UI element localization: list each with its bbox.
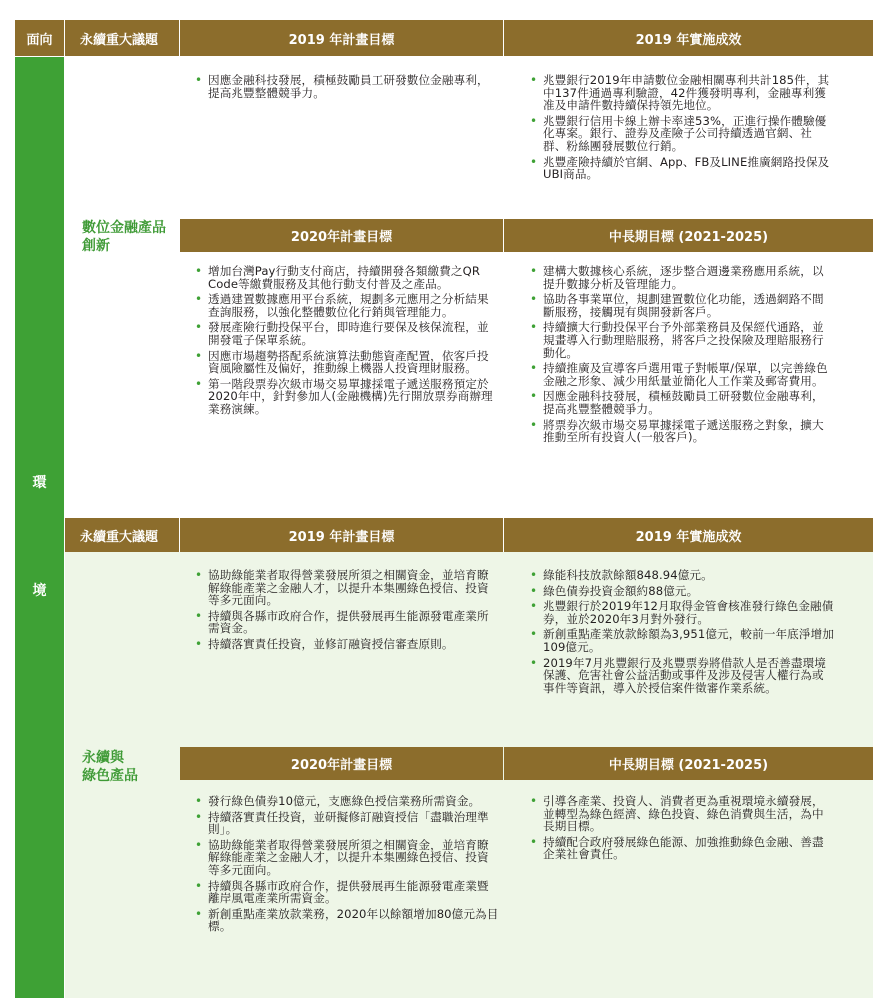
list-item-text: 協助各事業單位，規劃建置數位化功能，透過網路不間斷服務，接觸現有與開發新客戶。 — [543, 292, 824, 319]
bullet-dot-icon: • — [195, 348, 203, 363]
topic-green-line2: 綠色產品 — [82, 768, 138, 784]
bullet-dot-icon: • — [530, 655, 538, 670]
list-item — [195, 638, 500, 651]
bullet-dot-icon: • — [195, 568, 203, 582]
bullet-dot-icon: • — [530, 417, 538, 432]
digital-subheader-plan-2020: 2020年計畫目標 — [180, 219, 503, 252]
topic-digital-line2: 創新 — [82, 238, 110, 254]
green-header-issue: 永續重大議題 — [65, 518, 179, 552]
list-item — [195, 378, 500, 416]
list-item — [530, 115, 835, 153]
list-item-text: 持續落實責任投資，並研擬修訂融資授信「盡職治理準則」。 — [208, 809, 489, 837]
header-dimension: 面向 — [15, 20, 64, 56]
list-item — [530, 419, 835, 444]
list-item-text: 持續推廣及宣導客戶選用電子對帳單/保單，以完善綠色金融之形象、減少用紙量並簡化人工作業及郵寄費用。 — [543, 361, 828, 388]
list-item — [195, 880, 500, 905]
digital-subheader-mid-term: 中長期目標 (2021-2025) — [504, 219, 873, 252]
bullet-dot-icon: • — [530, 264, 538, 278]
bullet-dot-icon: • — [530, 568, 538, 582]
bullet-dot-icon: • — [195, 636, 203, 651]
side-dimension-bar — [15, 57, 64, 998]
list-item-text: 持續與各縣市政府合作，提供發展再生能源發電產業所需資金。 — [208, 608, 489, 636]
list-item — [530, 628, 835, 653]
green-subheader-plan-2020: 2020年計畫目標 — [180, 747, 503, 780]
list-item-text: 兆豐銀行2019年申請數位金融相關專利共計185件，其中137件通過專利驗證，42件獲發明專利，金融專利獲准及申請件數持續保持領先地位。 — [543, 73, 830, 113]
bullet-dot-icon: • — [195, 878, 203, 893]
header-result-2019: 2019 年實施成效 — [504, 20, 873, 56]
green-plan-2020-list — [195, 795, 500, 936]
list-item-text: 兆豐銀行於2019年12月取得金管會核准發行綠色金融債券，並於2020年3月對外發行。 — [543, 599, 834, 626]
list-item-text: 兆豐產險持續於官網、App、FB及LINE推廣網路投保及UBI商品。 — [543, 154, 830, 182]
bullet-dot-icon: • — [530, 627, 538, 642]
bullet-dot-icon: • — [195, 608, 203, 623]
list-item — [530, 585, 835, 598]
list-item-text: 兆豐銀行信用卡線上辦卡率達53%，正進行操作體驗優化專案。銀行、證券及產險子公司持續透過官網、社群、粉絲團發展數位行銷。 — [543, 113, 827, 153]
topic-green-line1: 永續與 — [82, 750, 124, 766]
list-item-text: 發展產險行動投保平台，即時進行要保及核保流程，並開發電子保單系統。 — [208, 320, 489, 347]
bullet-dot-icon: • — [195, 809, 203, 824]
side-char-1: 環 — [32, 475, 47, 491]
bullet-dot-icon: • — [195, 320, 203, 335]
bullet-dot-icon: • — [530, 292, 538, 307]
header-plan-2019: 2019 年計畫目標 — [180, 20, 503, 56]
list-item-text: 持續落實責任投資，並修訂融資授信審查原則。 — [208, 636, 454, 651]
list-item — [530, 569, 835, 582]
list-item — [530, 265, 835, 290]
list-item-text: 發行綠色債券10億元，支應綠色授信業務所需資金。 — [208, 794, 481, 808]
list-item-text: 持續與各縣市政府合作，提供發展再生能源發電產業暨離岸風電產業所需資金。 — [208, 878, 489, 906]
topic-digital-line1: 數位金融產品 — [82, 220, 166, 236]
list-item-text: 建構大數據核心系統，逐步整合週邊業務應用系統，以提升數據分析及管理能力。 — [543, 264, 824, 291]
green-header-result-2019: 2019 年實施成效 — [504, 518, 873, 552]
bullet-dot-icon: • — [195, 292, 203, 307]
list-item-text: 新創重點產業放款餘額為3,951億元，較前一年底淨增加109億元。 — [543, 627, 834, 654]
list-item — [530, 74, 835, 112]
list-item — [195, 795, 500, 808]
list-item — [530, 657, 835, 695]
list-item-text: 引導各產業、投資人、消費者更為重視環境永續發展，並轉型為綠色經濟、綠色投資、綠色消費與生活，為中長期目標。 — [543, 794, 824, 834]
bullet-dot-icon: • — [530, 599, 538, 614]
bullet-dot-icon: • — [530, 320, 538, 335]
green-mid-term-list — [530, 795, 835, 864]
topic-digital-finance — [82, 219, 178, 255]
list-item-text: 因應市場趨勢搭配系統演算法動態資產配置，依客戶投資風險屬性及偏好，推動線上機器人投資理財服務。 — [208, 348, 489, 376]
list-item-text: 新創重點產業放款業務，2020年以餘額增加80億元為目標。 — [208, 906, 499, 934]
list-item — [530, 600, 835, 625]
list-item — [530, 362, 835, 387]
list-item — [195, 908, 500, 933]
list-item-text: 2019年7月兆豐銀行及兆豐票券將借款人是否善盡環境保護、危害社會公益活動或事件及涉及侵害人權行為或事件等資訊，導入於授信案件徵審作業系統。 — [543, 655, 826, 695]
bullet-dot-icon: • — [195, 73, 203, 87]
side-char-2: 境 — [32, 583, 47, 599]
list-item — [530, 321, 835, 359]
bullet-dot-icon: • — [530, 154, 538, 169]
list-item — [195, 569, 500, 607]
bullet-dot-icon: • — [530, 361, 538, 376]
bullet-dot-icon: • — [530, 794, 538, 808]
bullet-dot-icon: • — [195, 264, 203, 278]
bullet-dot-icon: • — [195, 837, 203, 852]
list-item-text: 綠色債券投資金額約88億元。 — [543, 583, 699, 598]
list-item — [195, 610, 500, 635]
bullet-dot-icon: • — [530, 834, 538, 849]
green-result-2019-list — [530, 569, 835, 697]
list-item-text: 綠能科技放款餘額848.94億元。 — [543, 568, 713, 582]
digital-result-2019-list — [530, 74, 835, 184]
list-item — [195, 839, 500, 877]
bullet-dot-icon: • — [195, 794, 203, 808]
list-item-text: 協助綠能業者取得營業發展所須之相關資金，並培育瞭解綠能產業之金融人才，以提升本集團綠色授信、投資等多元面向。 — [208, 837, 489, 877]
bullet-dot-icon: • — [195, 906, 203, 921]
digital-mid-term-list — [530, 265, 835, 447]
list-item — [195, 293, 500, 318]
bullet-dot-icon: • — [530, 73, 538, 87]
list-item-text: 協助綠能業者取得營業發展所須之相關資金，並培育瞭解綠能產業之金融人才，以提升本集團綠色授信、投資等多元面向。 — [208, 568, 489, 608]
list-item-text: 持續擴大行動投保平台予外部業務員及保經代通路，並規畫導入行動理賠服務，將客戶之投保險及理賠服務行動化。 — [543, 320, 824, 360]
list-item-text: 增加台灣Pay行動支付商店，持續開發各類繳費之QR Code等繳費服務及其他行動支付普及之產品。 — [208, 264, 480, 291]
bullet-dot-icon: • — [530, 583, 538, 598]
list-item — [530, 836, 835, 861]
green-plan-2019-list — [195, 569, 500, 654]
list-item — [195, 811, 500, 836]
list-item-text: 第一階段票券次級市場交易單據採電子遞送服務預定於2020年中，針對參加人(金融機構)先行開放票券商辦理業務演練。 — [208, 376, 493, 416]
list-item — [195, 350, 500, 375]
list-item — [530, 293, 835, 318]
list-item — [195, 74, 500, 99]
digital-plan-2020-list — [195, 265, 500, 419]
digital-plan-2019-list — [195, 74, 500, 102]
bullet-dot-icon: • — [195, 376, 203, 391]
list-item — [530, 390, 835, 415]
topic-green-products — [82, 749, 178, 785]
list-item — [195, 321, 500, 346]
list-item — [530, 795, 835, 833]
bullet-dot-icon: • — [530, 113, 538, 128]
green-subheader-mid-term: 中長期目標 (2021-2025) — [504, 747, 873, 780]
list-item — [530, 156, 835, 181]
list-item-text: 將票券次級市場交易單據採電子遞送服務之對象，擴大推動至所有投資人(一般客戶)。 — [543, 417, 824, 445]
list-item — [195, 265, 500, 290]
bullet-dot-icon: • — [530, 389, 538, 404]
list-item-text: 透過建置數據應用平台系統，規劃多元應用之分析結果查詢服務，以強化整體數位化行銷與管理能力。 — [208, 292, 489, 319]
list-item-text: 因應金融科技發展，積極鼓勵員工研發數位金融專利，提高兆豐整體競爭力。 — [543, 389, 824, 416]
green-header-plan-2019: 2019 年計畫目標 — [180, 518, 503, 552]
list-item-text: 因應金融科技發展，積極鼓勵員工研發數位金融專利，提高兆豐整體競爭力。 — [208, 73, 489, 100]
list-item-text: 持續配合政府發展綠色能源、加強推動綠色金融、善盡企業社會責任。 — [543, 834, 824, 862]
header-issue: 永續重大議題 — [65, 20, 179, 56]
